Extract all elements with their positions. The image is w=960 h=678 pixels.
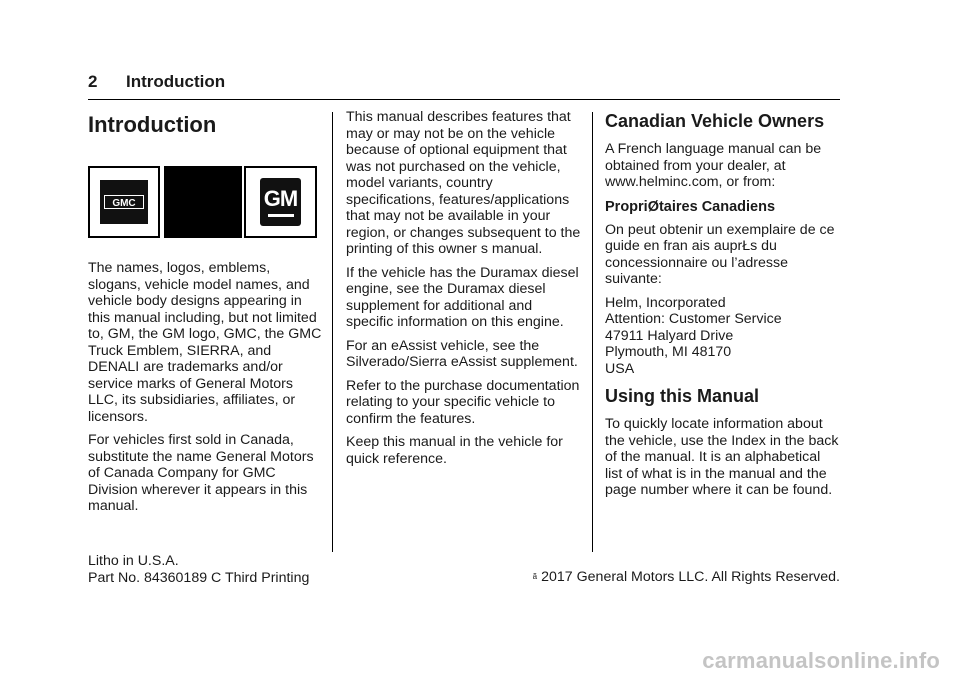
watermark: carmanualsonline.info (702, 648, 940, 673)
trademark-paragraph: The names, logos, emblems, slogans, vehicle model names, and vehicle body designs appearing in this manual including, but not limited to, GM, the GM logo, GMC, the GMC Truck Emblem, SIERRA, and DENALI are trademarks and/or service marks of General Motors LLC, its subsidiaries, affiliates, or licensors. (88, 260, 322, 425)
column-3 (605, 108, 841, 506)
footer-left (88, 553, 309, 586)
copyright-text: 2017 General Motors LLC. All Rights Reserved. (541, 569, 840, 585)
address-line: Plymouth, MI 48170 (605, 344, 732, 360)
gmc-logo-plate (100, 180, 148, 224)
footer-right (533, 569, 840, 586)
page-number: 2 (88, 72, 98, 91)
column-2 (346, 109, 581, 474)
canada-name-paragraph: For vehicles first sold in Canada, substitute the name General Motors of Canada Company for GMC Division wherever it appears in this manual. (88, 432, 314, 514)
eassist-paragraph: For an eAssist vehicle, see the Silverado/Sierra eAssist supplement. (346, 337, 578, 370)
header-rule (88, 99, 840, 100)
features-paragraph: This manual describes features that may or may not be on the vehicle because of optional equipment that was not purchased on the vehicle, model variants, country specifications, features/applications that may not be available in your region, or changes subsequent to the printing of this owner s manual. (346, 109, 581, 257)
canadian-owners-heading: Canadian Vehicle Owners (605, 111, 825, 131)
column-divider-1 (332, 112, 333, 552)
running-title: Introduction (126, 72, 226, 91)
helm-address (605, 295, 841, 378)
address-line: 47911 Halyard Drive (605, 327, 734, 344)
using-manual-text: To quickly locate information about the vehicle, use the Index in the back of the manual. It is an alphabetical list of what is in the manual and the page number where it can be found. (605, 416, 839, 498)
gmc-logo-text: GMC (112, 198, 136, 209)
canadian-owners-text: A French language manual can be obtained from your dealer, at www.helminc.com, or from: (605, 141, 822, 190)
gmc-wordmark-icon (104, 195, 144, 209)
duramax-paragraph: If the vehicle has the Duramax diesel engine, see the Duramax diesel supplement for additional and specific information on this engine. (346, 264, 579, 330)
litho-line: Litho in U.S.A. (88, 553, 179, 569)
keep-manual-paragraph: Keep this manual in the vehicle for quick reference. (346, 434, 563, 467)
address-line: Attention: Customer Service (605, 311, 782, 327)
copyright-mark: ã (532, 572, 538, 581)
address-line: Helm, Incorporated (605, 294, 726, 311)
gm-logo-underline (268, 214, 294, 217)
truck-emblem (164, 166, 242, 238)
using-manual-heading: Using this Manual (605, 386, 760, 406)
column-1 (88, 108, 323, 522)
column-divider-2 (592, 112, 593, 552)
purchase-paragraph: Refer to the purchase documentation relating to your specific vehicle to confirm the features. (346, 377, 580, 427)
introduction-heading: Introduction (88, 112, 217, 137)
trademark-logos (88, 166, 317, 240)
part-number: Part No. 84360189 C Third Printing (88, 569, 310, 586)
gm-logo-square (260, 178, 301, 226)
french-text: On peut obtenir un exemplaire de ce guide en fran ais auprŁs du concessionnaire ou l’adresse suivante: (605, 221, 835, 287)
proprietaires-heading: PropriØtaires Canadiens (605, 198, 776, 215)
address-line: USA (605, 360, 635, 377)
page-header (88, 72, 840, 92)
gmc-logo (88, 166, 160, 238)
gm-logo-text: GM (263, 185, 298, 211)
gm-logo (244, 166, 317, 238)
